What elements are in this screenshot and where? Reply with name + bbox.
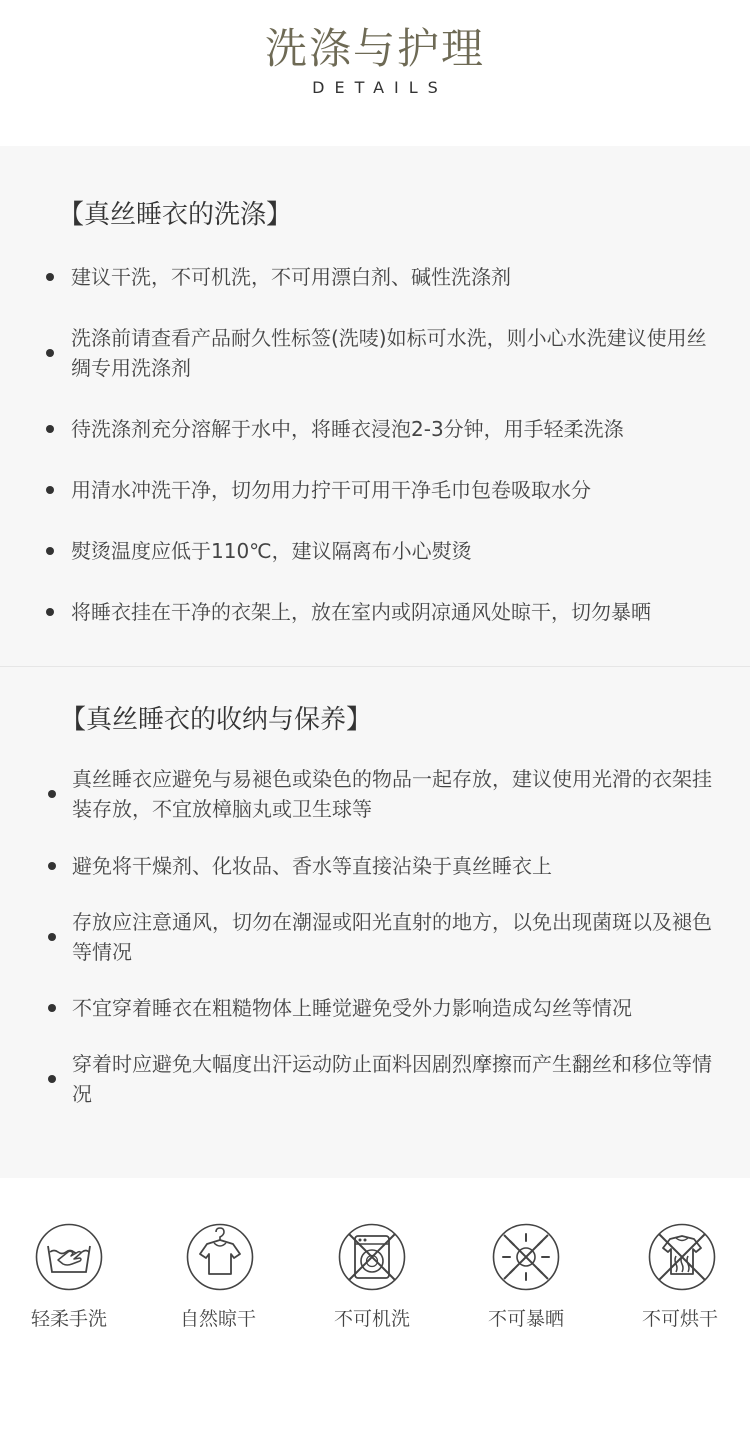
bullet-icon bbox=[46, 425, 54, 433]
list-item-text: 真丝睡衣应避免与易褪色或染色的物品一起存放，建议使用光滑的衣架挂装存放，不宜放樟脑丸或卫生球等 bbox=[72, 767, 712, 821]
bullet-icon bbox=[46, 547, 54, 555]
page-subtitle: DETAILS bbox=[312, 78, 448, 97]
list-item-text: 避免将干燥剂、化妆品、香水等直接沾染于真丝睡衣上 bbox=[72, 854, 552, 878]
list-item-text: 穿着时应避免大幅度出汗运动防止面料因剧烈摩擦而产生翻丝和移位等情况 bbox=[72, 1052, 712, 1106]
care-icon-label: 自然晾干 bbox=[179, 1308, 256, 1330]
no-tumble-dry-icon bbox=[647, 1222, 717, 1292]
storage-section-title: 【真丝睡衣的收纳与保养】 bbox=[60, 705, 373, 735]
list-item-text: 建议干洗，不可机洗，不可用漂白剂、碱性洗涤剂 bbox=[71, 265, 511, 289]
bullet-icon bbox=[48, 933, 56, 941]
care-icon-item bbox=[620, 1222, 740, 1342]
no-sun-icon bbox=[491, 1222, 561, 1292]
care-icon-item bbox=[158, 1222, 278, 1342]
list-item-text: 待洗涤剂充分溶解于水中，将睡衣浸泡2-3分钟，用手轻柔洗涤 bbox=[71, 417, 624, 441]
list-item-text: 存放应注意通风，切勿在潮湿或阳光直射的地方，以免出现菌斑以及褪色等情况 bbox=[72, 910, 712, 964]
no-machine-wash-icon bbox=[337, 1222, 407, 1292]
bullet-icon bbox=[46, 349, 54, 357]
list-item-text: 不宜穿着睡衣在粗糙物体上睡觉避免受外力影响造成勾丝等情况 bbox=[72, 996, 632, 1020]
wash-section-title: 【真丝睡衣的洗涤】 bbox=[58, 200, 293, 230]
list-item-text: 熨烫温度应低于110℃，建议隔离布小心熨烫 bbox=[71, 539, 472, 563]
bullet-icon bbox=[48, 790, 56, 798]
hand-wash-icon bbox=[34, 1222, 104, 1292]
care-icon-label: 不可烘干 bbox=[641, 1308, 718, 1330]
list-item-text: 洗涤前请查看产品耐久性标签(洗唛)如标可水洗，则小心水洗建议使用丝绸专用洗涤剂 bbox=[71, 326, 707, 380]
bullet-icon bbox=[46, 608, 54, 616]
bullet-icon bbox=[48, 862, 56, 870]
care-icon-item bbox=[9, 1222, 129, 1342]
page-title: 洗涤与护理 bbox=[264, 24, 485, 73]
bullet-icon bbox=[48, 1075, 56, 1083]
care-icon-label: 不可暴晒 bbox=[487, 1308, 564, 1330]
hang-dry-icon bbox=[185, 1222, 255, 1292]
care-icon-item bbox=[312, 1222, 432, 1342]
care-icon-label: 不可机洗 bbox=[333, 1308, 410, 1330]
bullet-icon bbox=[48, 1004, 56, 1012]
bullet-icon bbox=[46, 273, 54, 281]
header bbox=[0, 0, 750, 146]
list-item-text: 用清水冲洗干净，切勿用力拧干可用干净毛巾包卷吸取水分 bbox=[71, 478, 591, 502]
bullet-icon bbox=[46, 486, 54, 494]
care-icon-item bbox=[466, 1222, 586, 1342]
care-icon-label: 轻柔手洗 bbox=[30, 1308, 107, 1330]
list-item-text: 将睡衣挂在干净的衣架上，放在室内或阴凉通风处晾干，切勿暴晒 bbox=[71, 600, 651, 624]
